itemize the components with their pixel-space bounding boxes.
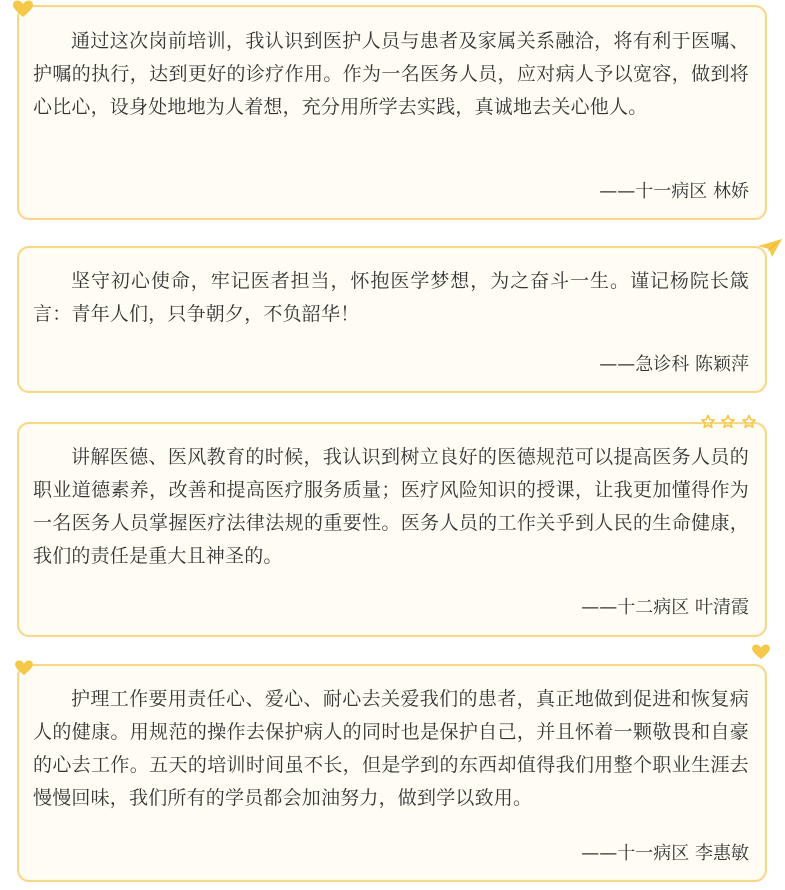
testimonial-text: 通过这次岗前培训，我认识到医护人员与患者及家属关系融洽，将有利于医嘱、护嘱的执行，达到更好的诊疗作用。作为一名医务人员，应对病人予以宽容，做到将心比心，设身处地地为人着想，充分用所学去实践，真诚地去关心他人。: [33, 30, 749, 118]
heart-icon-left: [14, 660, 34, 676]
paper-plane-icon: [757, 238, 783, 258]
testimonial-card-3: [17, 422, 767, 637]
heart-icon-right: [751, 644, 771, 660]
testimonial-signature: ——十二病区 叶清霞: [581, 597, 749, 618]
testimonial-card-1: [17, 5, 767, 220]
testimonial-signature: ——十一病区 李惠敏: [581, 843, 749, 864]
testimonial-card-2: [17, 246, 767, 393]
testimonial-signature: ——十一病区 林娇: [599, 181, 749, 202]
testimonial-text: 讲解医德、医风教育的时候，我认识到树立良好的医德规范可以提高医务人员的职业道德素养，改善和提高医疗服务质量；医疗风险知识的授课，让我更加懂得作为一名医务人员掌握医疗法律法规的重要性。医务人员的工作关乎到人民的生命健康，我们的责任是重大且神圣的。: [33, 446, 749, 567]
testimonial-card-4: [17, 664, 767, 882]
testimonial-signature: ——急诊科 陈颖萍: [599, 354, 749, 375]
testimonial-text: 坚守初心使命，牢记医者担当，怀抱医学梦想，为之奋斗一生。谨记杨院长箴言：青年人们，只争朝夕，不负韶华！: [33, 270, 749, 325]
stars-icon: [700, 414, 760, 430]
testimonial-text: 护理工作要用责任心、爱心、耐心去关爱我们的患者，真正地做到促进和恢复病人的健康。用规范的操作去保护病人的同时也是保护自己，并且怀着一颗敬畏和自豪的心去工作。五天的培训时间虽不长，但是学到的东西却值得我们用整个职业生涯去慢慢回味，我们所有的学员都会加油努力，做到学以致用。: [33, 688, 749, 809]
heart-icon: [12, 0, 34, 18]
